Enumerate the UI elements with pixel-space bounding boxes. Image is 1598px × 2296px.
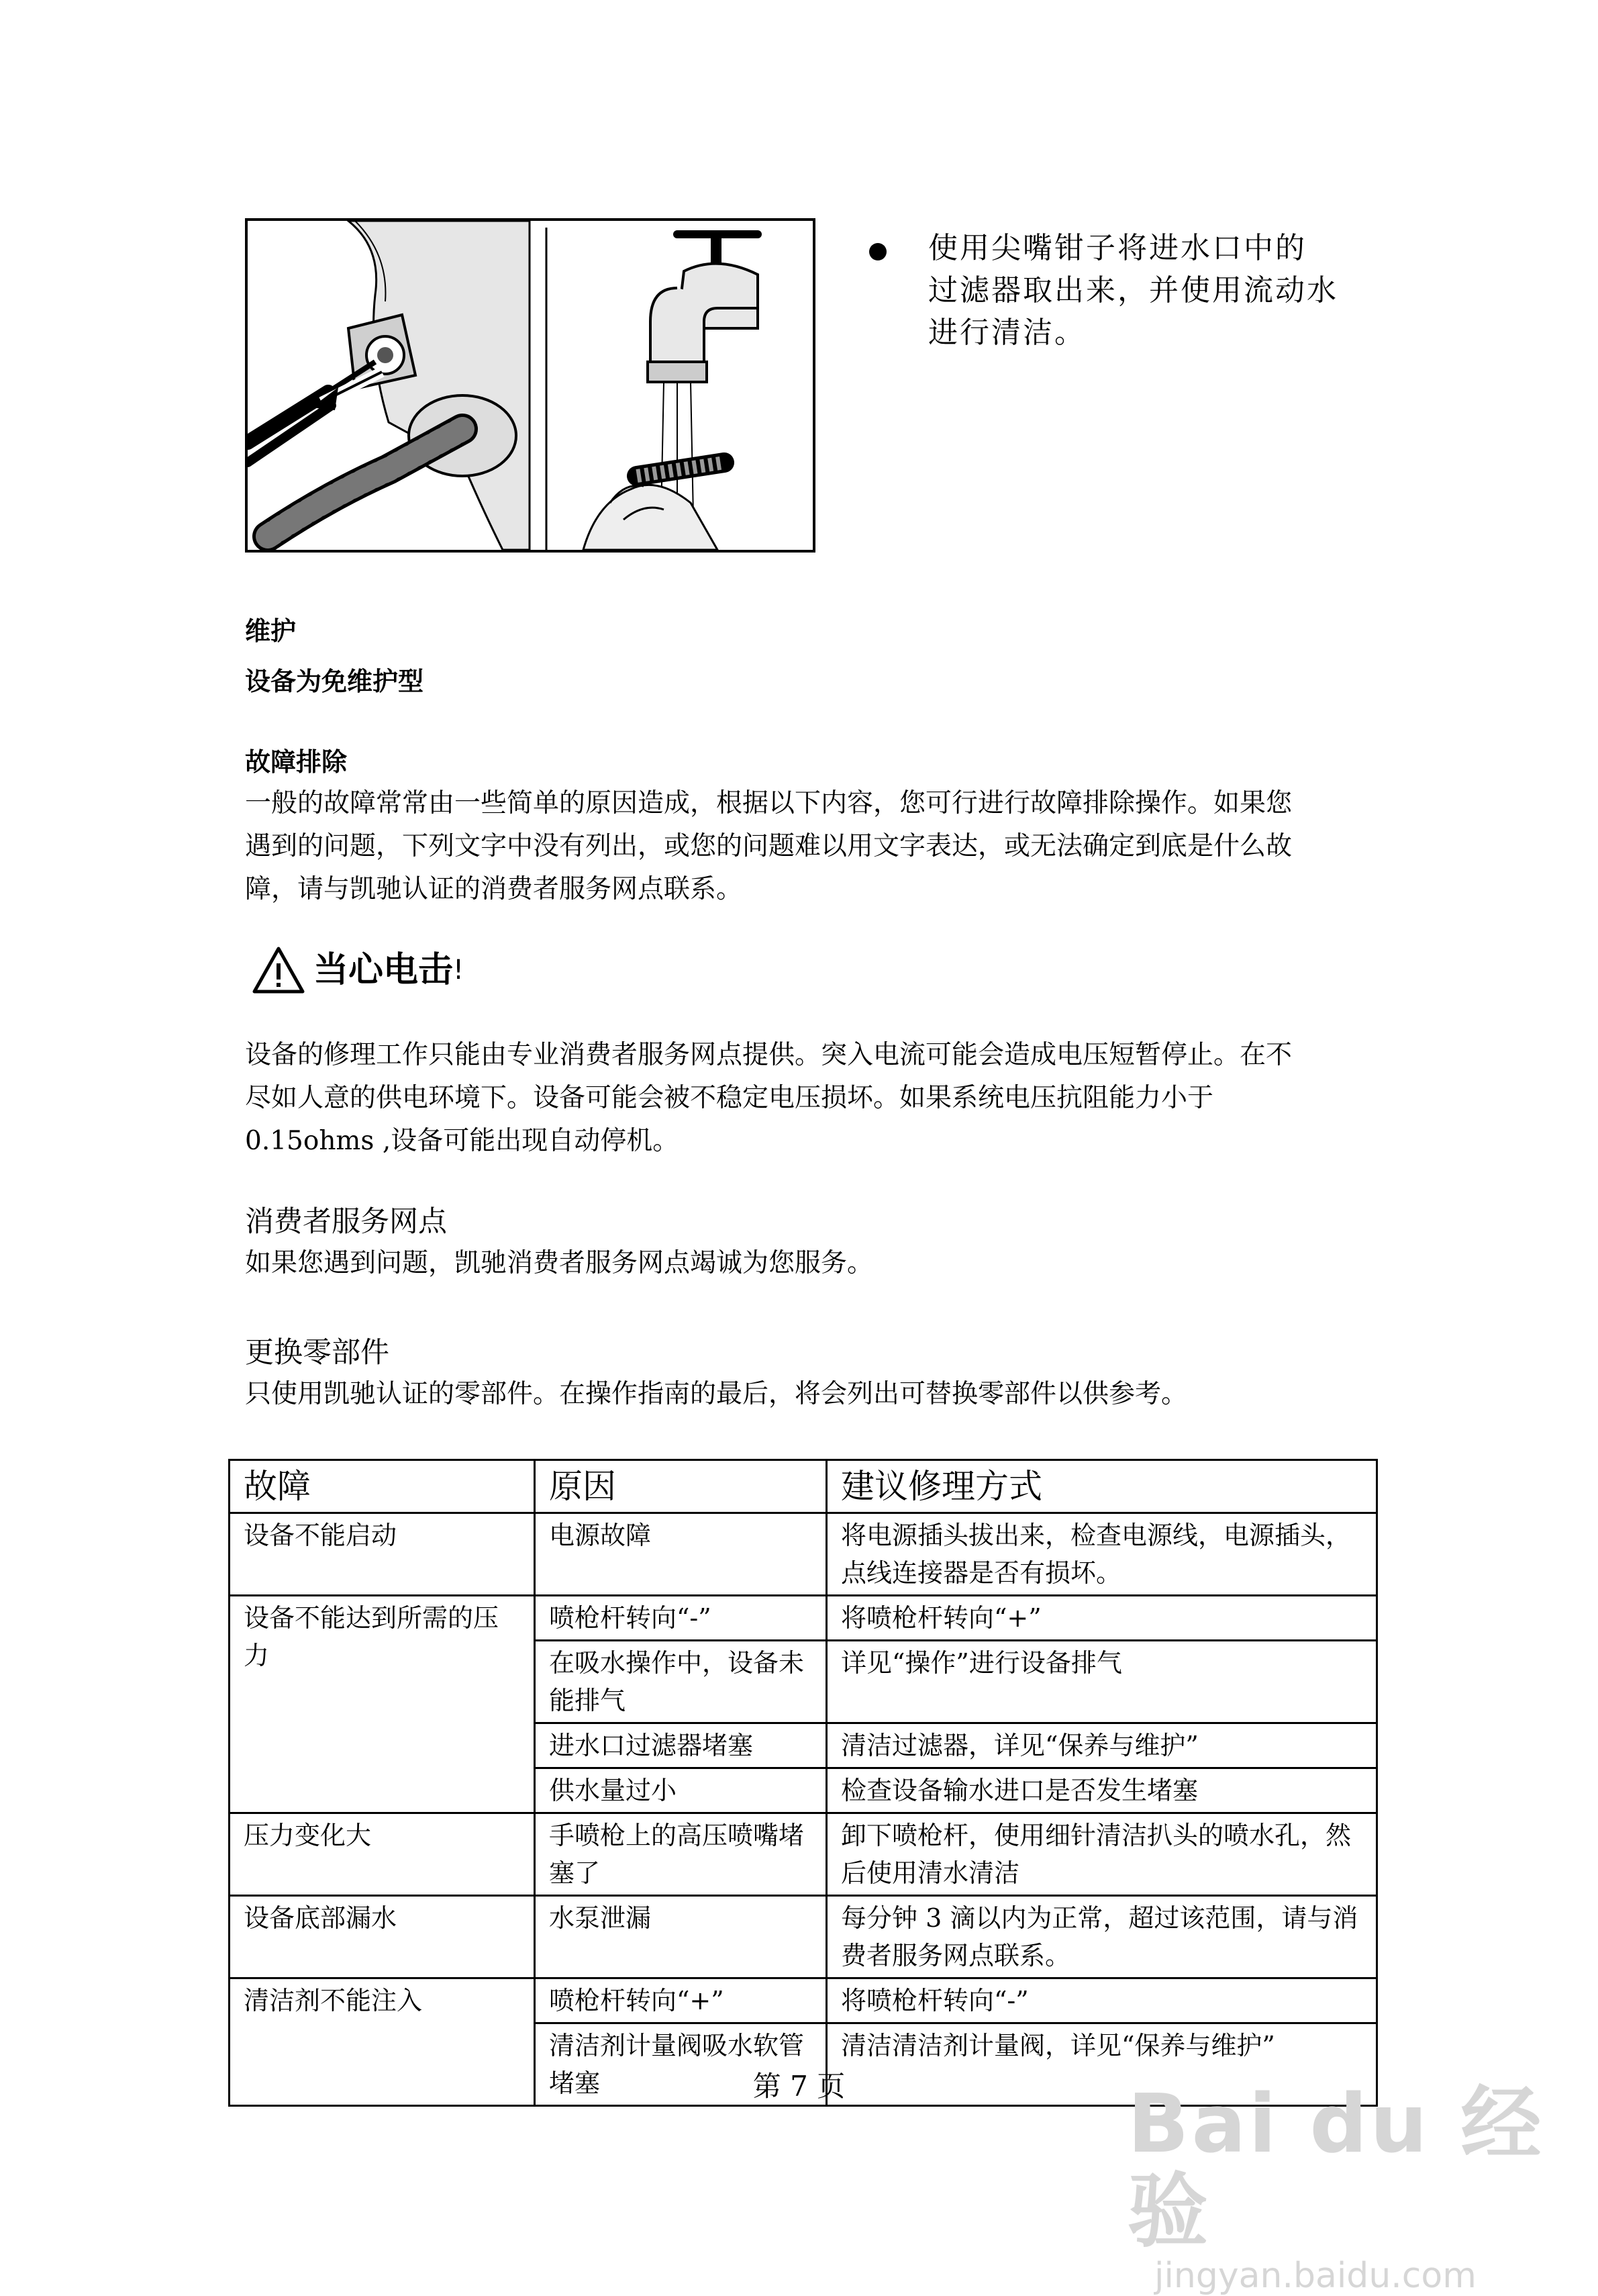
table-row <box>230 1813 1377 1896</box>
troubleshooting-title: 故障排除 <box>245 747 348 777</box>
table-header-row <box>230 1460 1377 1513</box>
warning-exclaim: ! <box>453 955 464 986</box>
cause-cell: 手喷枪上的高压喷嘴堵塞了 <box>535 1813 827 1896</box>
instruction-line: 进行清洁。 <box>928 316 1086 350</box>
fix-cell: 将喷枪杆转向“+” <box>827 1596 1377 1641</box>
bullet-dot <box>869 243 887 260</box>
table-row <box>230 1896 1377 1978</box>
instruction-line: 使用尖嘴钳子将进水口中的 <box>928 231 1307 265</box>
cause-cell: 供水量过小 <box>535 1768 827 1813</box>
paragraph-line: 设备的修理工作只能由专业消费者服务网点提供。突入电流可能会造成电压短暂停止。在不 <box>245 1040 1293 1070</box>
parts-text: 只使用凯驰认证的零部件。在操作指南的最后，将会列出可替换零部件以供参考。 <box>245 1379 1188 1409</box>
cause-cell: 清洁剂计量阀吸水软管堵塞 <box>535 2023 827 2106</box>
fix-cell: 清洁过滤器，详见“保养与维护” <box>827 1723 1377 1768</box>
cause-cell: 水泵泄漏 <box>535 1896 827 1978</box>
filter-instruction <box>869 227 1379 354</box>
fix-cell: 每分钟 3 滴以内为正常，超过该范围，请与消费者服务网点联系。 <box>827 1896 1377 1978</box>
table-row <box>230 1596 1377 1641</box>
fault-cell: 清洁剂不能注入 <box>230 1978 535 2106</box>
warning-title: 当心电击 <box>313 950 454 990</box>
table-row <box>230 1978 1377 2023</box>
fix-cell: 清洁清洁剂计量阀，详见“保养与维护” <box>827 2023 1377 2106</box>
paragraph-line: 0.15ohms ,设备可能出现自动停机。 <box>245 1126 679 1156</box>
fault-cell: 设备不能启动 <box>230 1513 535 1596</box>
page-number: 第 7 页 <box>752 2070 846 2103</box>
watermark-url: jingyan.baidu.com <box>1154 2256 1477 2296</box>
maintenance-title: 维护 <box>245 616 297 646</box>
cause-cell: 进水口过滤器堵塞 <box>535 1723 827 1768</box>
fix-cell: 卸下喷枪杆，使用细针清洁扒头的喷水孔，然后使用清水清洁 <box>827 1813 1377 1896</box>
parts-title: 更换零部件 <box>245 1336 389 1370</box>
paragraph-line: 一般的故障常常由一些简单的原因造成，根据以下内容，您可行进行故障排除操作。如果您 <box>245 788 1293 818</box>
filter-cleaning-illustration <box>245 218 815 553</box>
warning-paragraph <box>245 1034 1292 1163</box>
paragraph-line: 遇到的问题，下列文字中没有列出，或您的问题难以用文字表达，或无法确定到底是什么故 <box>245 831 1293 861</box>
watermark-brand: Bai du 经验 <box>1128 2078 1544 2258</box>
table-row <box>230 1513 1377 1596</box>
fault-cell: 设备不能达到所需的压力 <box>230 1596 535 1813</box>
cause-cell: 喷枪杆转向“+” <box>535 1978 827 2023</box>
cause-cell: 在吸水操作中，设备未能排气 <box>535 1641 827 1723</box>
instruction-line: 过滤器取出来，并使用流动水 <box>928 273 1338 307</box>
service-title: 消费者服务网点 <box>245 1205 447 1239</box>
cause-cell: 电源故障 <box>535 1513 827 1596</box>
fault-cell: 设备底部漏水 <box>230 1896 535 1978</box>
fix-cell: 将电源插头拔出来，检查电源线，电源插头，点线连接器是否有损坏。 <box>827 1513 1377 1596</box>
header-fix: 建议修理方式 <box>827 1460 1377 1513</box>
electric-shock-warning <box>252 943 464 997</box>
troubleshooting-table <box>228 1459 1378 2107</box>
service-text: 如果您遇到问题，凯驰消费者服务网点竭诚为您服务。 <box>245 1248 874 1278</box>
fix-cell: 将喷枪杆转向“-” <box>827 1978 1377 2023</box>
warning-triangle-icon <box>252 946 305 994</box>
cause-cell: 喷枪杆转向“-” <box>535 1596 827 1641</box>
fault-cell: 压力变化大 <box>230 1813 535 1896</box>
troubleshooting-paragraph <box>245 782 1292 911</box>
fix-cell: 详见“操作”进行设备排气 <box>827 1641 1377 1723</box>
paragraph-line: 障，请与凯驰认证的消费者服务网点联系。 <box>245 874 743 904</box>
fix-cell: 检查设备输水进口是否发生堵塞 <box>827 1768 1377 1813</box>
maintenance-subtitle: 设备为免维护型 <box>245 667 424 696</box>
header-cause: 原因 <box>535 1460 827 1513</box>
paragraph-line: 尽如人意的供电环境下。设备可能会被不稳定电压损坏。如果系统电压抗阻能力小于 <box>245 1083 1214 1113</box>
header-fault: 故障 <box>230 1460 535 1513</box>
baidu-watermark <box>1128 2078 1598 2296</box>
